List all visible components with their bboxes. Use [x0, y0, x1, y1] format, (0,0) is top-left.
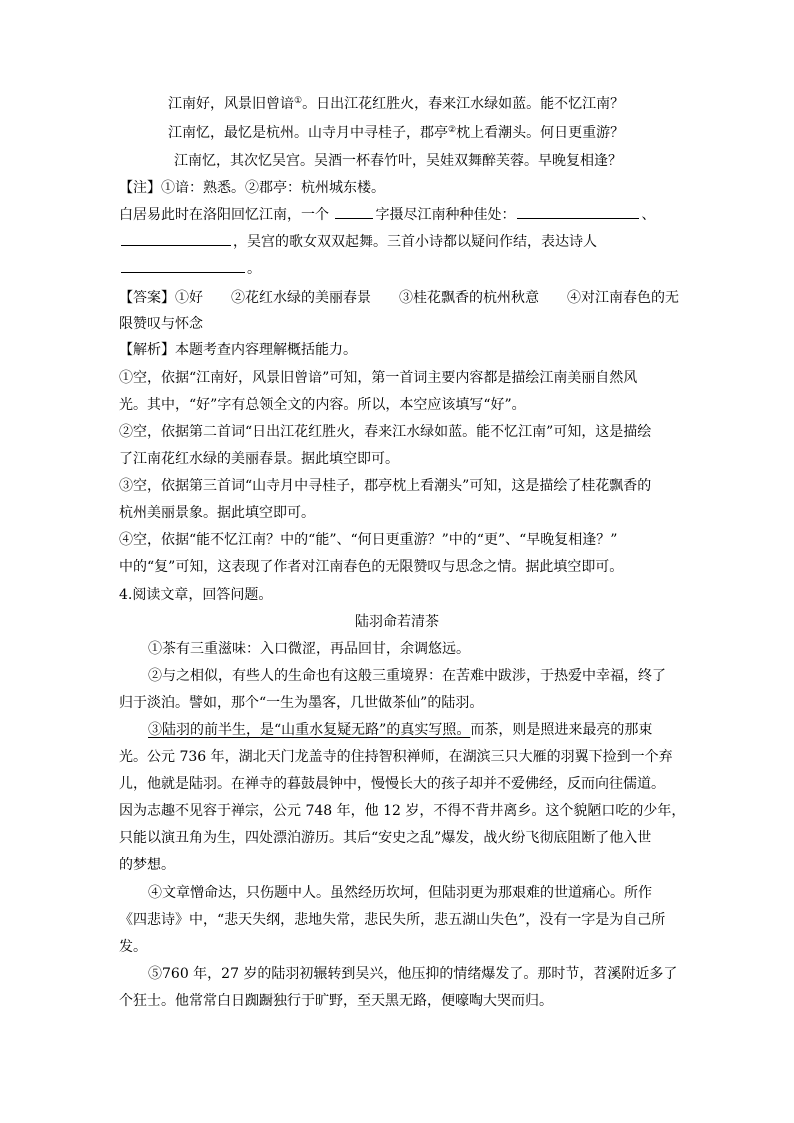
note-line: 【注】①谙：熟悉。②郡亭：杭州城东楼。 — [119, 180, 385, 196]
paragraph-3-line-5: 只能以演丑角为生，四处漂泊游历。其后“安史之乱”爆发，战火纷飞彻底阻断了他入世 — [119, 830, 652, 846]
question-line-1 — [119, 204, 655, 226]
poem-line-3 — [174, 150, 622, 172]
paragraph-3-line-6: 的梦想。 — [119, 857, 175, 873]
poem-line-1-text: 江南好，风景旧曾谙①。日出江花红胜火，春来江水绿如蓝。能不忆江南？ — [168, 96, 625, 112]
analysis-line-2: 光。其中，“好”字有总领全文的内容。所以，本空应该填写“好”。 — [119, 397, 526, 413]
paragraph-2-line-2: 归于淡泊。譬如，那个“一生为墨客，几世做茶仙”的陆羽。 — [119, 695, 484, 711]
paragraph-3-line-4: 因为志趣不见容于禅宗，公元 748 年，他 12 岁，不得不背井离乡。这个貌陋口吃的少年， — [119, 803, 686, 819]
analysis-line-8: 中的“复”可知，这表现了作者对江南春色的无限赞叹与思念之情。据此填空即可。 — [119, 559, 624, 575]
question-text-c: 、 — [641, 207, 656, 223]
poem-line-2-text: 江南忆，最忆是杭州。山寺月中寻桂子，郡亭②枕上看潮头。何日更重游？ — [168, 125, 625, 141]
paragraph-3-line-2: 光。公元 736 年，湖北天门龙盖寺的住持智积禅师，在湖滨三只大雁的羽翼下捡到一个弃 — [119, 749, 673, 765]
question-text-a: 白居易此时在洛阳回忆江南，一个 — [119, 207, 334, 223]
paragraph-4-line-3: 发。 — [119, 939, 147, 955]
analysis-line-6: 杭州美丽景象。据此填空即可。 — [119, 505, 315, 521]
analysis-line-5: ③空，依据第三首词“山寺月中寻桂子，郡亭枕上看潮头”可知，这是描绘了桂花飘香的 — [119, 478, 652, 494]
analysis-line-3: ②空，依据第二首词“日出江花红胜火，春来江水绿如蓝。能不忆江南”可知，这是描绘 — [119, 424, 652, 440]
answer-blank-1[interactable] — [335, 204, 373, 219]
poem-line-1 — [168, 93, 624, 115]
paragraph-4-line-1: ④文章憎命达，只伤题中人。虽然经历坎坷，但陆羽更为那艰难的世道痛心。所作 — [148, 885, 652, 901]
analysis-line-4: 了江南花红水绿的美丽春景。据此填空即可。 — [119, 451, 399, 467]
question-line-3 — [119, 258, 261, 280]
paragraph-2-line-1: ②与之相似，有些人的生命也有这般三重境界：在苦难中跋涉，于热爱中幸福，终了 — [148, 668, 666, 684]
question-text-b: 字摄尽江南种种佳处： — [375, 207, 516, 223]
answer-line-1: 【答案】①好 ②花红水绿的美丽春景 ③桂花飘香的杭州秋意 ④对江南春色的无 — [119, 290, 679, 306]
paragraph-1: ①茶有三重滋味：入口微涩，再品回甘，余调悠远。 — [148, 641, 470, 657]
answer-blank-4[interactable] — [121, 258, 245, 273]
question-4-prompt: 4.阅读文章，回答问题。 — [119, 587, 273, 603]
article-title: 陆羽命若清茶 — [355, 614, 439, 630]
analysis-heading: 【解析】本题考查内容理解概括能力。 — [119, 342, 357, 358]
poem-line-2 — [168, 122, 624, 144]
underlined-sentence: ③陆羽的前半生，是“山重水复疑无路”的真实写照。 — [148, 722, 471, 738]
question-text-d: ，吴宫的歌女双双起舞。三首小诗都以疑问作结，表达诗人 — [233, 234, 597, 250]
paragraph-3-line-1-rest: 而茶，则是照进来最亮的那束 — [470, 722, 653, 738]
question-line-2 — [119, 231, 597, 253]
analysis-line-1: ①空，依据“江南好，风景旧曾谙”可知，第一首词主要内容都是描绘江南美丽自然风 — [119, 370, 638, 386]
paragraph-4-line-2: 《四悲诗》中，“悲天失纲，悲地失常，悲民失所，悲五湖山失色”，没有一字是为自己所 — [119, 912, 666, 928]
paragraph-3-line-1 — [148, 719, 652, 741]
paragraph-3-line-3: 儿，他就是陆羽。在禅寺的暮鼓晨钟中，慢慢长大的孩子却并不爱佛经，反而向往儒道。 — [119, 776, 665, 792]
answer-line-2: 限赞叹与怀念 — [119, 316, 203, 332]
answer-blank-2[interactable] — [517, 204, 639, 219]
paragraph-5-line-2: 个狂士。他常常白日踟蹰独行于旷野，至天黑无路，便嚎啕大哭而归。 — [119, 993, 553, 1009]
analysis-line-7: ④空，依据“能不忆江南？中的“能”、“何日更重游？”中的“更”、“早晚复相逢？” — [119, 532, 618, 548]
answer-blank-3[interactable] — [121, 231, 231, 246]
poem-line-3-text: 江南忆，其次忆吴宫。吴酒一杯春竹叶，吴娃双舞醉芙蓉。早晚复相逢？ — [174, 153, 622, 169]
paragraph-5-line-1: ⑤760 年，27 岁的陆羽初辗转到吴兴，他压抑的情绪爆发了。那时节，苕溪附近多了 — [148, 966, 678, 982]
question-text-e: 。 — [247, 261, 261, 277]
